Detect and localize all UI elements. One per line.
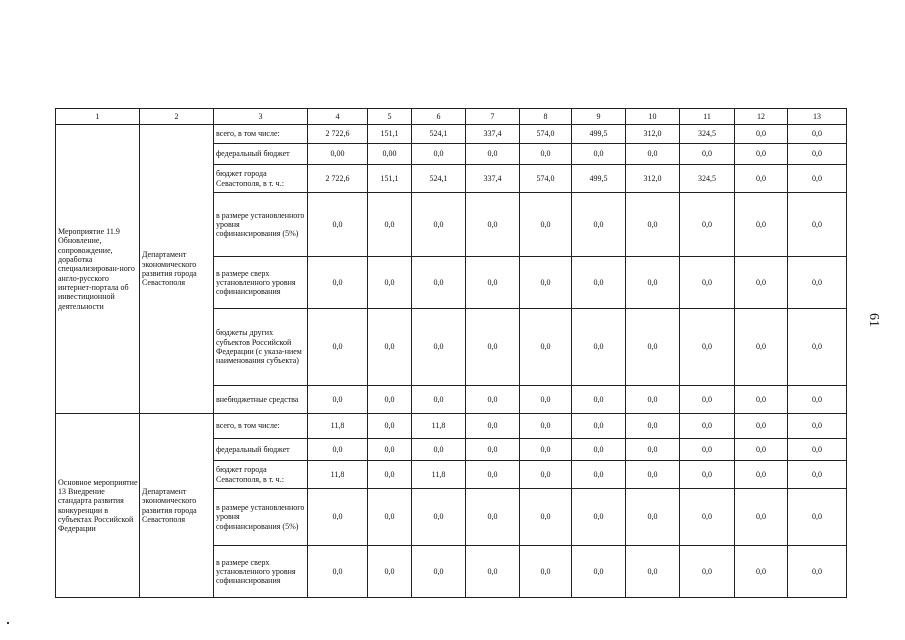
value-cell: 574,0 [520,165,572,193]
value-cell: 312,0 [626,165,680,193]
value-cell: 0,0 [735,257,788,309]
value-cell: 0,0 [680,489,735,546]
value-cell: 0,0 [626,489,680,546]
value-cell: 574,0 [520,125,572,144]
value-cell: 2 722,6 [308,125,368,144]
value-cell: 2 722,6 [308,165,368,193]
column-header: 11 [680,109,735,125]
value-cell: 0,0 [368,193,412,257]
table-body [56,125,847,598]
value-cell: 0,0 [572,489,626,546]
value-cell: 0,0 [412,546,466,598]
column-header: 8 [520,109,572,125]
header-row [56,109,847,125]
funding-source-label: в размере сверх установленного уровня софинансирования [214,546,308,598]
column-header: 4 [308,109,368,125]
value-cell: 0,0 [572,144,626,165]
funding-source-label: в размере установленного уровня софинансирования (5%) [214,489,308,546]
value-cell: 0,0 [680,439,735,461]
value-cell: 0,0 [680,193,735,257]
value-cell: 0,0 [308,257,368,309]
value-cell: 0,0 [735,309,788,386]
column-header: 2 [140,109,214,125]
activity-name-cell: Основное мероприятие 13 Внедрение стандарта развития конкуренции в субъектах Российской Федерации [56,414,140,598]
value-cell: 0,00 [308,144,368,165]
value-cell: 0,0 [572,414,626,439]
value-cell: 0,0 [626,414,680,439]
value-cell: 0,0 [368,546,412,598]
activity-name-cell: Мероприятие 11.9 Обновление, сопровождение, доработка специализирован-ного англо-русского интернет-портала об инвестиционной деятельности [56,125,140,414]
value-cell: 0,0 [520,439,572,461]
value-cell: 0,0 [788,165,847,193]
value-cell: 0,0 [368,461,412,489]
value-cell: 0,0 [788,414,847,439]
value-cell: 0,0 [308,439,368,461]
value-cell: 151,1 [368,165,412,193]
funding-source-label: в размере сверх установленного уровня софинансирования [214,257,308,309]
funding-source-label: федеральный бюджет [214,144,308,165]
budget-table [55,108,847,598]
value-cell: 0,0 [680,257,735,309]
column-header: 13 [788,109,847,125]
value-cell: 0,0 [412,144,466,165]
value-cell: 324,5 [680,125,735,144]
value-cell: 0,0 [680,414,735,439]
value-cell: 0,0 [626,257,680,309]
funding-source-label: всего, в том числе: [214,125,308,144]
funding-source-label: федеральный бюджет [214,439,308,461]
value-cell: 0,0 [520,309,572,386]
value-cell: 0,0 [680,546,735,598]
value-cell: 11,8 [412,461,466,489]
value-cell: 0,0 [680,461,735,489]
value-cell: 0,0 [520,386,572,414]
value-cell: 0,0 [735,386,788,414]
column-header: 12 [735,109,788,125]
value-cell: 0,0 [788,386,847,414]
executor-cell: Департамент экономического развития города Севастополя [140,125,214,414]
page-number: 61 [866,313,881,327]
table-row [56,125,847,144]
value-cell: 0,0 [626,144,680,165]
value-cell: 0,0 [626,461,680,489]
column-header: 5 [368,109,412,125]
value-cell: 0,0 [788,546,847,598]
value-cell: 0,0 [368,489,412,546]
value-cell: 0,0 [308,309,368,386]
value-cell: 0,0 [412,193,466,257]
value-cell: 0,0 [735,414,788,439]
funding-source-label: внебюджетные средства [214,386,308,414]
value-cell: 0,0 [572,386,626,414]
value-cell: 0,0 [308,489,368,546]
value-cell: 0,0 [466,144,520,165]
value-cell: 0,0 [466,309,520,386]
value-cell: 11,8 [412,414,466,439]
value-cell: 0,0 [520,257,572,309]
value-cell: 0,0 [735,144,788,165]
funding-source-label: бюджет города Севастополя, в т. ч.: [214,461,308,489]
value-cell: 0,0 [788,309,847,386]
value-cell: 0,0 [412,386,466,414]
value-cell: 0,0 [735,193,788,257]
value-cell: 0,0 [680,144,735,165]
column-header: 10 [626,109,680,125]
value-cell: 524,1 [412,125,466,144]
funding-source-label: всего, в том числе: [214,414,308,439]
value-cell: 324,5 [680,165,735,193]
value-cell: 0,0 [626,386,680,414]
value-cell: 0,0 [572,309,626,386]
funding-source-label: в размере установленного уровня софинансирования (5%) [214,193,308,257]
value-cell: 0,0 [412,489,466,546]
value-cell: 0,0 [466,546,520,598]
column-header: 7 [466,109,520,125]
value-cell: 0,0 [735,489,788,546]
value-cell: 0,0 [520,489,572,546]
value-cell: 0,0 [466,414,520,439]
value-cell: 0,0 [520,193,572,257]
column-header: 9 [572,109,626,125]
scan-speck [7,622,9,624]
value-cell: 0,0 [680,386,735,414]
value-cell: 337,4 [466,165,520,193]
value-cell: 0,0 [572,257,626,309]
value-cell: 0,0 [368,257,412,309]
value-cell: 0,0 [735,461,788,489]
value-cell: 0,0 [466,386,520,414]
column-header: 6 [412,109,466,125]
value-cell: 0,0 [466,257,520,309]
value-cell: 0,0 [520,546,572,598]
value-cell: 0,0 [572,546,626,598]
value-cell: 0,0 [788,193,847,257]
value-cell: 0,0 [788,257,847,309]
value-cell: 0,0 [626,439,680,461]
value-cell: 0,0 [368,309,412,386]
value-cell: 0,0 [788,125,847,144]
executor-cell: Департамент экономического развития города Севастополя [140,414,214,598]
value-cell: 499,5 [572,125,626,144]
value-cell: 0,0 [626,546,680,598]
value-cell: 0,0 [520,144,572,165]
value-cell: 499,5 [572,165,626,193]
value-cell: 0,0 [680,309,735,386]
value-cell: 524,1 [412,165,466,193]
value-cell: 0,0 [572,461,626,489]
value-cell: 0,0 [466,461,520,489]
value-cell: 0,0 [626,309,680,386]
column-header: 1 [56,109,140,125]
value-cell: 0,0 [626,193,680,257]
value-cell: 337,4 [466,125,520,144]
value-cell: 0,0 [788,439,847,461]
value-cell: 0,0 [788,461,847,489]
value-cell: 0,0 [572,193,626,257]
value-cell: 0,0 [788,489,847,546]
value-cell: 11,8 [308,414,368,439]
value-cell: 151,1 [368,125,412,144]
value-cell: 0,0 [308,193,368,257]
value-cell: 0,0 [520,414,572,439]
value-cell: 0,0 [412,309,466,386]
value-cell: 0,0 [412,257,466,309]
value-cell: 0,0 [466,489,520,546]
value-cell: 0,0 [368,439,412,461]
value-cell: 0,0 [735,546,788,598]
funding-source-label: бюджеты других субъектов Российской Федерации (с указа-нием наименования субъекта) [214,309,308,386]
value-cell: 0,0 [412,439,466,461]
value-cell: 0,0 [735,125,788,144]
value-cell: 11,8 [308,461,368,489]
value-cell: 0,0 [308,386,368,414]
value-cell: 0,0 [572,439,626,461]
value-cell: 0,0 [466,193,520,257]
value-cell: 0,0 [466,439,520,461]
column-header: 3 [214,109,308,125]
value-cell: 0,00 [368,144,412,165]
value-cell: 0,0 [308,546,368,598]
table-row [56,414,847,439]
value-cell: 0,0 [735,439,788,461]
value-cell: 0,0 [788,144,847,165]
value-cell: 0,0 [520,461,572,489]
funding-source-label: бюджет города Севастополя, в т. ч.: [214,165,308,193]
value-cell: 312,0 [626,125,680,144]
value-cell: 0,0 [368,414,412,439]
value-cell: 0,0 [735,165,788,193]
value-cell: 0,0 [368,386,412,414]
